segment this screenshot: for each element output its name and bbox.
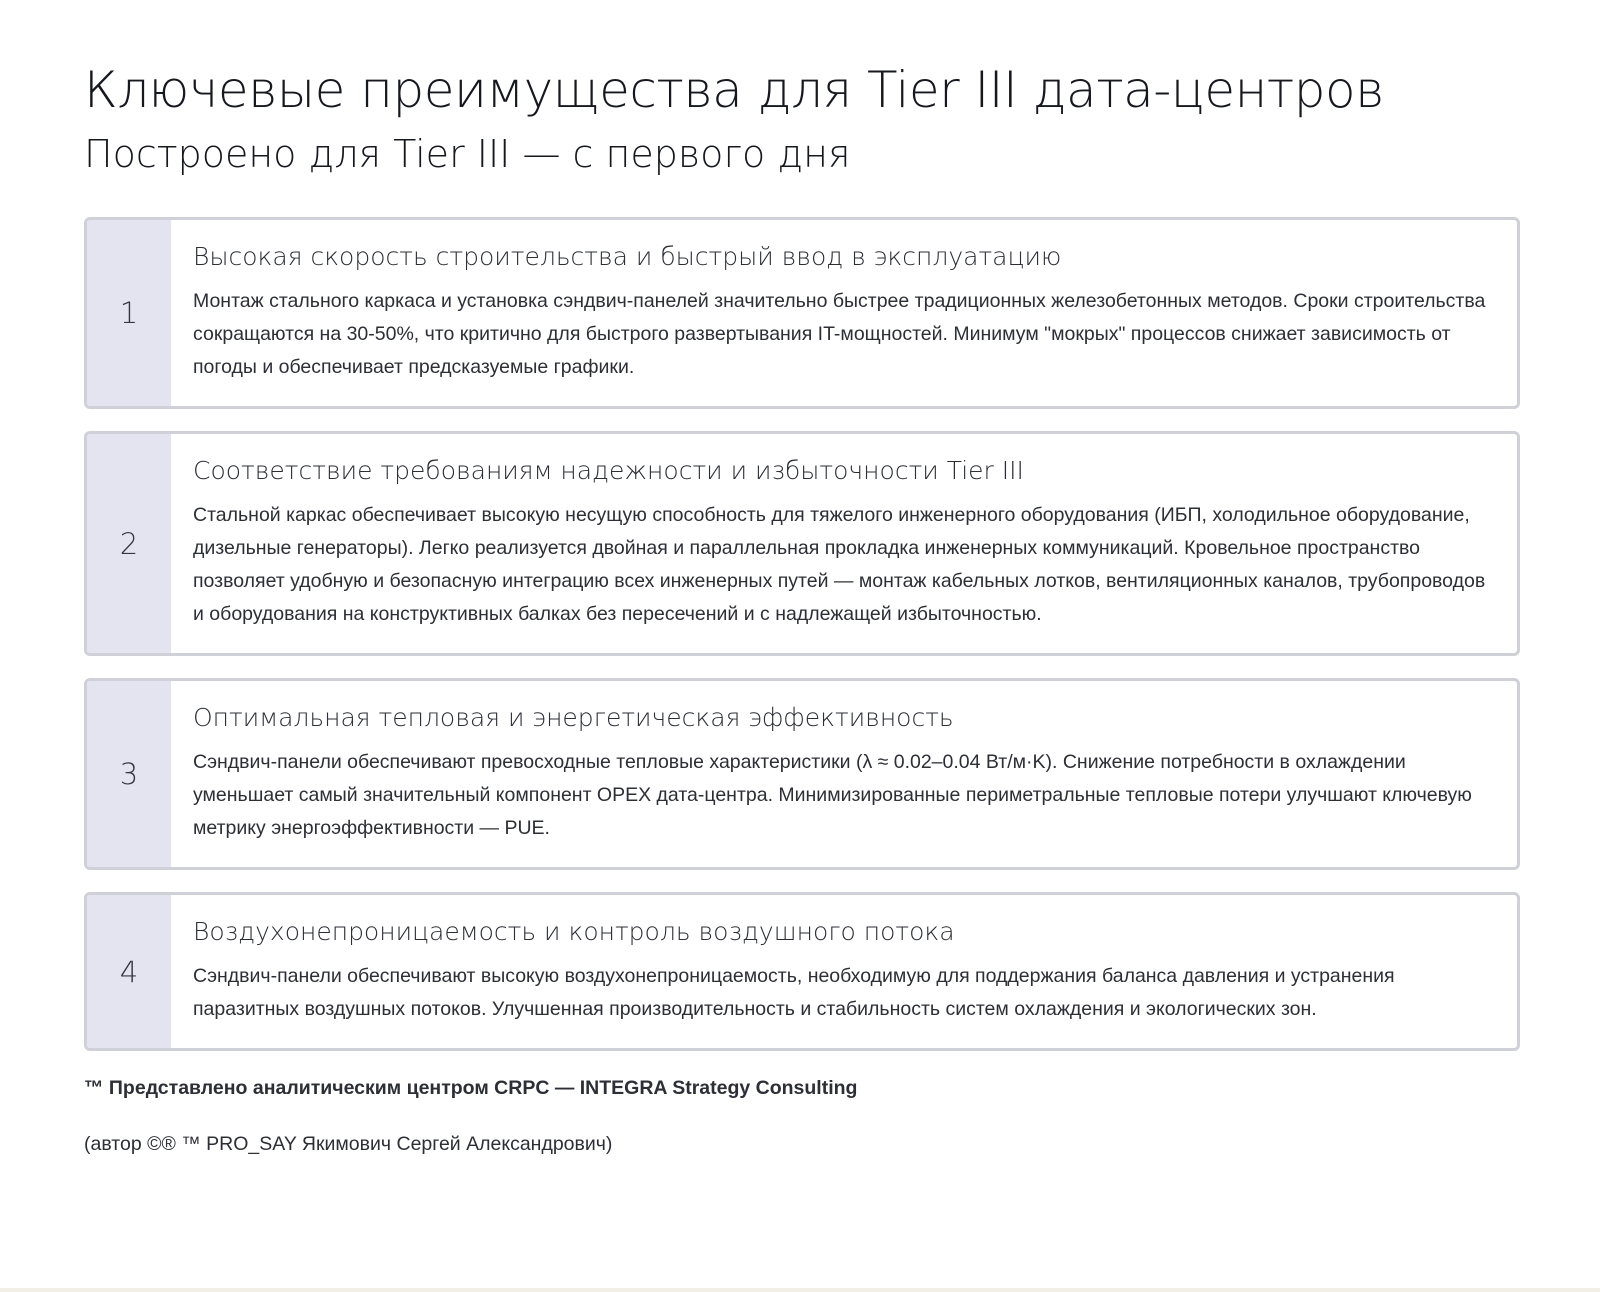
card-text: Монтаж стального каркаса и установка сэндвич-панелей значительно быстрее традиционных железобетонных методов. Сроки строительства сокращаются на 30-50%, что критично для быстрого развертывания IT-мощностей. Минимум "мокрых" процессов снижает зависимость от погоды и обеспечивает предсказуемые графики.	[193, 290, 1486, 378]
advantage-card-1	[84, 217, 1520, 409]
page-title: Ключевые преимущества для Tier III дата-центров	[84, 61, 1384, 119]
card-body	[171, 681, 1517, 867]
advantage-card-4	[84, 892, 1520, 1051]
card-title: Воздухонепроницаемость и контроль воздушного потока	[193, 917, 955, 946]
page-content	[84, 56, 1520, 1159]
author-line: (автор ©® ™ PRO_SAY Якимович Сергей Александрович)	[84, 1133, 613, 1155]
card-title: Высокая скорость строительства и быстрый ввод в эксплуатацию	[193, 242, 1062, 271]
card-title: Оптимальная тепловая и энергетическая эффективность	[193, 703, 954, 732]
card-number: 2	[87, 434, 171, 653]
card-text: Сэндвич-панели обеспечивают превосходные тепловые характеристики (λ ≈ 0.02–0.04 Вт/м·K). Снижение потребности в охлаждении уменьшает самый значительный компонент OPEX дата-центра. Минимизированные периметральные тепловые потери улучшают ключевую метрику энергоэффективности — PUE.	[193, 751, 1472, 839]
card-title: Соответствие требованиям надежности и избыточности Tier III	[193, 456, 1024, 485]
page-subtitle: Построено для Tier III — с первого дня	[84, 132, 851, 176]
card-body	[171, 434, 1517, 653]
card-number: 3	[87, 681, 171, 867]
card-body	[171, 220, 1517, 406]
advantages-list	[84, 217, 1520, 1051]
bottom-divider	[0, 1288, 1600, 1292]
card-text: Сэндвич-панели обеспечивают высокую воздухонепроницаемость, необходимую для поддержания баланса давления и устранения паразитных воздушных потоков. Улучшенная производительность и стабильность систем охлаждения и экологических зон.	[193, 965, 1395, 1020]
credit-line: ™ Представлено аналитическим центром CRPC — INTEGRA Strategy Consulting	[84, 1077, 858, 1099]
advantage-card-3	[84, 678, 1520, 870]
advantage-card-2	[84, 431, 1520, 656]
card-body	[171, 895, 1517, 1048]
card-text: Стальной каркас обеспечивает высокую несущую способность для тяжелого инженерного оборудования (ИБП, холодильное оборудование, дизельные генераторы). Легко реализуется двойная и параллельная прокладка инженерных коммуникаций. Кровельное пространство позволяет удобную и безопасную интеграцию всех инженерных путей — монтаж кабельных лотков, вентиляционных каналов, трубопроводов и оборудования на конструктивных балках без пересечений и с надлежащей избыточностью.	[193, 504, 1486, 625]
card-number: 1	[87, 220, 171, 406]
card-number: 4	[87, 895, 171, 1048]
